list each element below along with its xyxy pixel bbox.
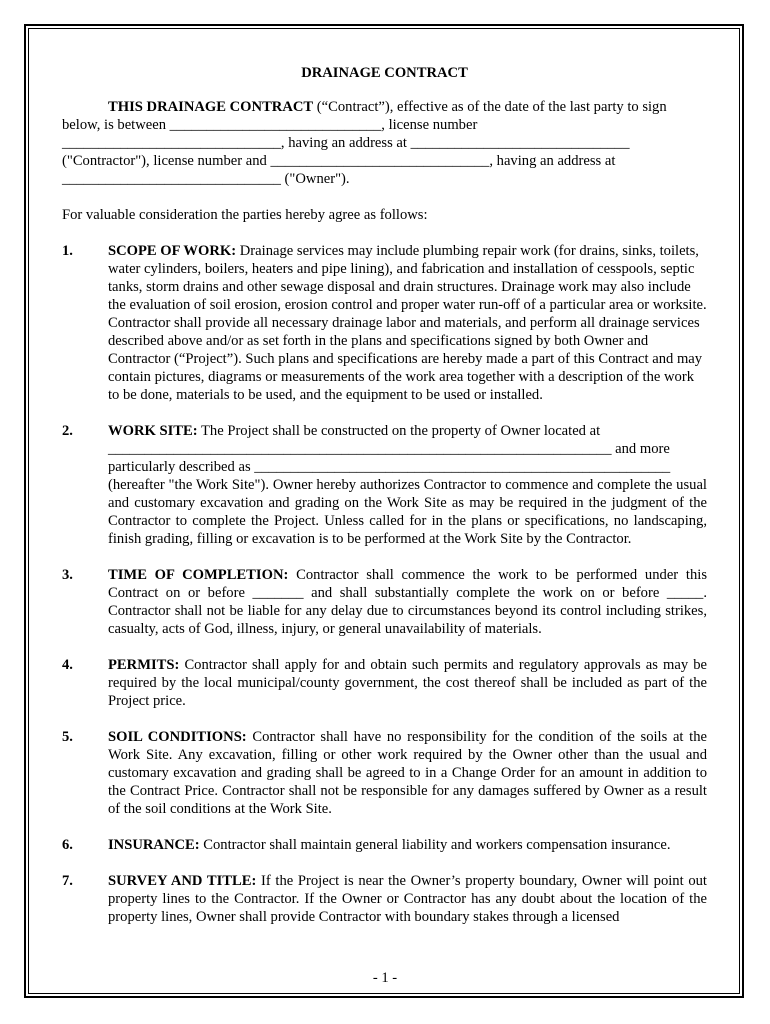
section-work-site: [62, 422, 707, 548]
document-title: DRAINAGE CONTRACT: [301, 65, 468, 81]
section-body: [108, 728, 707, 818]
section-number: 6.: [62, 837, 73, 853]
section-soil-conditions: [62, 728, 707, 818]
section-body: [108, 422, 707, 548]
intro-line-3: ______________________________, having an address at ______________________________: [62, 135, 630, 151]
section-insurance: [62, 836, 707, 854]
section-body: [108, 566, 707, 638]
section-text: Drainage services may include plumbing repair work (for drains, sinks, toilets, water cylinders, boilers, heaters and pipe lining), and fabrication and installation of cesspools, septic tanks, storm drains and other sewage disposal and drain structures. Drainage work may also include the evaluation of soil erosion, erosion control and proper water run-off of a particular area or worksite. Contractor shall provide all necessary drainage labor and materials, and perform all drainage services described above and/or as set forth in the plans and specifications signed by both Owner and Contractor (“Project”). Such plans and specifications are hereby made a part of this Contract and may contain pictures, diagrams or measurements of the work area together with a description of the work to be done, materials to be used, and the equipment to be used or installed.: [108, 243, 707, 403]
section-heading: INSURANCE:: [108, 837, 200, 853]
section-heading: SCOPE OF WORK:: [108, 243, 237, 259]
section-number: 7.: [62, 873, 73, 889]
intro-line-1: [62, 98, 707, 116]
intro-line-4: ("Contractor"), license number and ______________________________, having an address at: [62, 153, 616, 169]
intro-line-2: below, is between _____________________________, license number: [62, 117, 478, 133]
intro-line-5: ______________________________ ("Owner").: [62, 171, 350, 187]
section-body: [108, 872, 707, 926]
section-line-3: particularly described as _________________________________________________________: [108, 459, 671, 475]
consideration-text: For valuable consideration the parties hereby agree as follows:: [62, 207, 428, 223]
section-line-2: _____________________________________________________________________ and more: [108, 441, 670, 457]
section-body: [108, 656, 707, 710]
section-heading: TIME OF COMPLETION:: [108, 567, 289, 583]
section-body: [108, 836, 707, 854]
page-number: - 1 -: [372, 970, 398, 986]
section-heading: SOIL CONDITIONS:: [108, 729, 247, 745]
section-number: 1.: [62, 243, 73, 259]
section-text: (hereafter "the Work Site"). Owner hereby authorizes Contractor to commence and complete the usual and customary excavation and grading on the Work Site as may be required in the judgment of the Contractor to complete the Project. Unless called for in the plans or specifications, no landscaping, finish grading, filling or excavation is to be performed at the Work Site by the Contractor.: [108, 477, 707, 547]
section-scope-of-work: [62, 242, 707, 404]
section-text: Contractor shall commence the work to be performed under this Contract on or before _______ and shall substantially complete the work on or before _____. Contractor shall not be liable for any delay due to circumstances beyond its control including strikes, casualty, acts of God, illness, injury, or general unavailability of materials.: [108, 567, 707, 637]
section-survey-and-title: [62, 872, 707, 926]
section-body: [108, 242, 707, 404]
intro-lead: THIS DRAINAGE CONTRACT: [108, 99, 314, 115]
section-heading: PERMITS:: [108, 657, 180, 673]
section-time-of-completion: [62, 566, 707, 638]
section-number: 3.: [62, 567, 73, 583]
section-heading: SURVEY AND TITLE:: [108, 873, 257, 889]
intro-line-1-rest: (“Contract”), effective as of the date of the last party to sign: [313, 99, 667, 115]
section-permits: [62, 656, 707, 710]
intro-paragraph: [62, 98, 707, 188]
section-text: Contractor shall maintain general liability and workers compensation insurance.: [199, 837, 671, 853]
section-heading: WORK SITE:: [108, 423, 198, 439]
section-text: If the Project is near the Owner’s property boundary, Owner will point out property lines to the Contractor. If the Owner or Contractor has any doubt about the location of the property lines, Owner shall provide Contractor with boundary stakes through a licensed: [108, 873, 707, 925]
document-body: [62, 64, 707, 926]
section-number: 4.: [62, 657, 73, 673]
section-number: 2.: [62, 423, 73, 439]
section-text: Contractor shall apply for and obtain such permits and regulatory approvals as may be required by the local municipal/county government, the cost thereof shall be included as part of the Project price.: [108, 657, 707, 709]
section-number: 5.: [62, 729, 73, 745]
section-line-1: The Project shall be constructed on the property of Owner located at: [197, 423, 601, 439]
section-text: Contractor shall have no responsibility for the condition of the soils at the Work Site. Any excavation, filling or other work required by the Owner other than the usual and customary excavation and grading shall be agreed to in a Change Order for an amount in addition to the Contract Price. Contractor shall not be responsible for any damages suffered by Owner as a result of the soil conditions at the Work Site.: [108, 729, 707, 817]
